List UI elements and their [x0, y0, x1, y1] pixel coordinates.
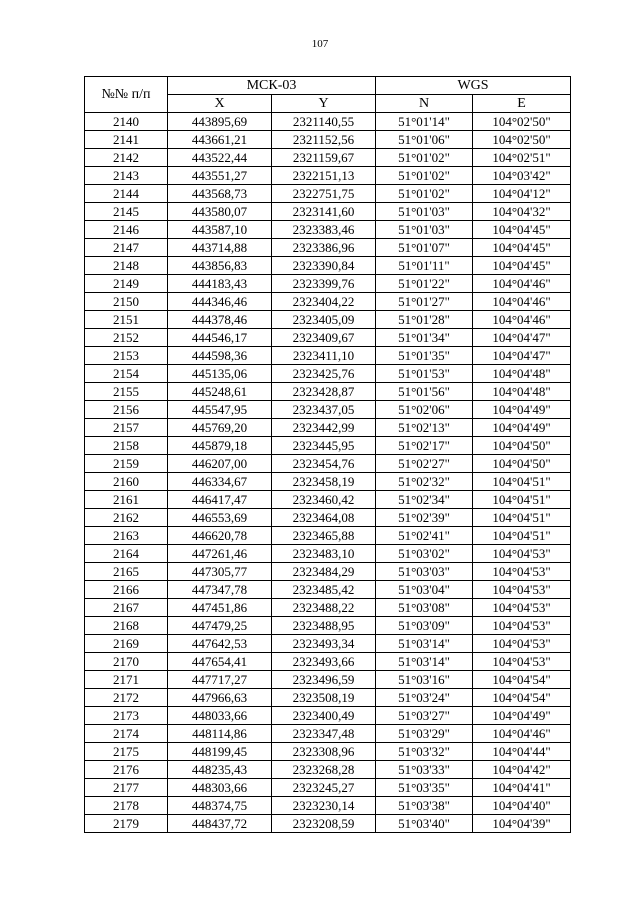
- table-row: [85, 131, 571, 149]
- cell-point-number: 2175: [85, 743, 168, 761]
- cell-x: 448374,75: [168, 797, 272, 815]
- cell-e: 104°04'48": [473, 365, 571, 383]
- cell-y: 2323442,99: [272, 419, 376, 437]
- cell-point-number: 2147: [85, 239, 168, 257]
- cell-e: 104°04'46": [473, 293, 571, 311]
- table-row: [85, 149, 571, 167]
- cell-y: 2323411,10: [272, 347, 376, 365]
- cell-point-number: 2179: [85, 815, 168, 833]
- cell-e: 104°04'50": [473, 437, 571, 455]
- cell-y: 2323483,10: [272, 545, 376, 563]
- cell-n: 51°03'24": [376, 689, 473, 707]
- cell-n: 51°02'34": [376, 491, 473, 509]
- cell-e: 104°04'47": [473, 329, 571, 347]
- table-row: [85, 689, 571, 707]
- header-n: N: [376, 95, 473, 113]
- table-row: [85, 473, 571, 491]
- table-row: [85, 599, 571, 617]
- cell-n: 51°01'28": [376, 311, 473, 329]
- cell-point-number: 2144: [85, 185, 168, 203]
- cell-x: 445879,18: [168, 437, 272, 455]
- cell-e: 104°04'53": [473, 545, 571, 563]
- cell-e: 104°04'46": [473, 275, 571, 293]
- cell-e: 104°04'46": [473, 311, 571, 329]
- cell-n: 51°03'38": [376, 797, 473, 815]
- cell-x: 445547,95: [168, 401, 272, 419]
- cell-y: 2321159,67: [272, 149, 376, 167]
- cell-point-number: 2167: [85, 599, 168, 617]
- table-row: [85, 293, 571, 311]
- table-row: [85, 185, 571, 203]
- cell-x: 448033,66: [168, 707, 272, 725]
- cell-point-number: 2159: [85, 455, 168, 473]
- table-row: [85, 653, 571, 671]
- page-number: 107: [311, 38, 329, 50]
- cell-n: 51°01'06": [376, 131, 473, 149]
- cell-x: 447347,78: [168, 581, 272, 599]
- cell-y: 2323445,95: [272, 437, 376, 455]
- cell-point-number: 2158: [85, 437, 168, 455]
- table-row: [85, 707, 571, 725]
- table-row: [85, 779, 571, 797]
- cell-y: 2323428,87: [272, 383, 376, 401]
- cell-x: 444546,17: [168, 329, 272, 347]
- cell-point-number: 2141: [85, 131, 168, 149]
- cell-e: 104°04'12": [473, 185, 571, 203]
- cell-x: 444346,46: [168, 293, 272, 311]
- cell-e: 104°04'49": [473, 419, 571, 437]
- cell-y: 2323230,14: [272, 797, 376, 815]
- cell-point-number: 2168: [85, 617, 168, 635]
- cell-x: 443587,10: [168, 221, 272, 239]
- cell-e: 104°04'54": [473, 671, 571, 689]
- cell-n: 51°01'27": [376, 293, 473, 311]
- cell-e: 104°04'53": [473, 617, 571, 635]
- cell-x: 446553,69: [168, 509, 272, 527]
- cell-y: 2323347,48: [272, 725, 376, 743]
- cell-x: 447642,53: [168, 635, 272, 653]
- table-body: [85, 113, 571, 833]
- table-row: [85, 275, 571, 293]
- cell-point-number: 2150: [85, 293, 168, 311]
- table-row: [85, 581, 571, 599]
- coordinates-table: [84, 76, 571, 833]
- cell-point-number: 2145: [85, 203, 168, 221]
- cell-y: 2321140,55: [272, 113, 376, 131]
- table-row: [85, 635, 571, 653]
- cell-n: 51°01'56": [376, 383, 473, 401]
- cell-x: 448303,66: [168, 779, 272, 797]
- cell-point-number: 2165: [85, 563, 168, 581]
- cell-e: 104°04'39": [473, 815, 571, 833]
- table-row: [85, 257, 571, 275]
- table-row: [85, 311, 571, 329]
- cell-x: 446417,47: [168, 491, 272, 509]
- cell-e: 104°04'45": [473, 221, 571, 239]
- cell-e: 104°04'42": [473, 761, 571, 779]
- cell-x: 448437,72: [168, 815, 272, 833]
- cell-point-number: 2162: [85, 509, 168, 527]
- cell-e: 104°04'45": [473, 239, 571, 257]
- cell-e: 104°02'50": [473, 113, 571, 131]
- cell-x: 443714,88: [168, 239, 272, 257]
- cell-y: 2323465,88: [272, 527, 376, 545]
- cell-n: 51°01'22": [376, 275, 473, 293]
- cell-y: 2323245,27: [272, 779, 376, 797]
- cell-point-number: 2157: [85, 419, 168, 437]
- cell-y: 2323488,95: [272, 617, 376, 635]
- cell-e: 104°04'46": [473, 725, 571, 743]
- cell-e: 104°04'51": [473, 509, 571, 527]
- table-row: [85, 671, 571, 689]
- cell-e: 104°04'50": [473, 455, 571, 473]
- cell-n: 51°03'16": [376, 671, 473, 689]
- cell-point-number: 2173: [85, 707, 168, 725]
- cell-e: 104°04'53": [473, 563, 571, 581]
- cell-n: 51°03'04": [376, 581, 473, 599]
- cell-y: 2323409,67: [272, 329, 376, 347]
- table-row: [85, 563, 571, 581]
- cell-e: 104°04'51": [473, 527, 571, 545]
- cell-n: 51°01'11": [376, 257, 473, 275]
- cell-e: 104°04'47": [473, 347, 571, 365]
- cell-n: 51°03'29": [376, 725, 473, 743]
- cell-n: 51°03'03": [376, 563, 473, 581]
- cell-x: 444378,46: [168, 311, 272, 329]
- cell-y: 2323493,66: [272, 653, 376, 671]
- table-row: [85, 347, 571, 365]
- cell-y: 2323308,96: [272, 743, 376, 761]
- table-header: [85, 77, 571, 113]
- cell-n: 51°03'33": [376, 761, 473, 779]
- cell-point-number: 2156: [85, 401, 168, 419]
- cell-n: 51°03'40": [376, 815, 473, 833]
- cell-n: 51°02'13": [376, 419, 473, 437]
- cell-point-number: 2169: [85, 635, 168, 653]
- cell-x: 447305,77: [168, 563, 272, 581]
- cell-n: 51°01'03": [376, 203, 473, 221]
- cell-point-number: 2177: [85, 779, 168, 797]
- cell-e: 104°04'45": [473, 257, 571, 275]
- cell-x: 443580,07: [168, 203, 272, 221]
- cell-e: 104°03'42": [473, 167, 571, 185]
- cell-e: 104°04'53": [473, 599, 571, 617]
- cell-n: 51°02'32": [376, 473, 473, 491]
- cell-n: 51°01'35": [376, 347, 473, 365]
- cell-y: 2323386,96: [272, 239, 376, 257]
- cell-x: 444598,36: [168, 347, 272, 365]
- cell-point-number: 2161: [85, 491, 168, 509]
- table-row: [85, 113, 571, 131]
- cell-point-number: 2153: [85, 347, 168, 365]
- cell-e: 104°04'49": [473, 707, 571, 725]
- table-row: [85, 365, 571, 383]
- cell-n: 51°02'39": [376, 509, 473, 527]
- cell-n: 51°01'14": [376, 113, 473, 131]
- cell-x: 443661,21: [168, 131, 272, 149]
- cell-x: 445248,61: [168, 383, 272, 401]
- cell-x: 447479,25: [168, 617, 272, 635]
- cell-x: 447451,86: [168, 599, 272, 617]
- cell-n: 51°01'07": [376, 239, 473, 257]
- cell-x: 446620,78: [168, 527, 272, 545]
- table-row: [85, 329, 571, 347]
- cell-n: 51°02'17": [376, 437, 473, 455]
- cell-e: 104°04'48": [473, 383, 571, 401]
- table-row: [85, 455, 571, 473]
- cell-point-number: 2152: [85, 329, 168, 347]
- cell-point-number: 2155: [85, 383, 168, 401]
- cell-n: 51°01'02": [376, 149, 473, 167]
- cell-n: 51°01'02": [376, 185, 473, 203]
- cell-point-number: 2154: [85, 365, 168, 383]
- cell-point-number: 2163: [85, 527, 168, 545]
- table-row: [85, 509, 571, 527]
- header-msk03: МСК-03: [168, 77, 376, 95]
- header-row-groups: [85, 77, 571, 95]
- table-row: [85, 527, 571, 545]
- cell-n: 51°03'32": [376, 743, 473, 761]
- table-row: [85, 419, 571, 437]
- cell-y: 2323458,19: [272, 473, 376, 491]
- cell-point-number: 2172: [85, 689, 168, 707]
- table-row: [85, 761, 571, 779]
- cell-x: 447717,27: [168, 671, 272, 689]
- cell-x: 443856,83: [168, 257, 272, 275]
- cell-y: 2323484,29: [272, 563, 376, 581]
- cell-y: 2323437,05: [272, 401, 376, 419]
- cell-x: 448199,45: [168, 743, 272, 761]
- header-point-number: №№ п/п: [85, 77, 168, 113]
- table-row: [85, 797, 571, 815]
- cell-n: 51°03'14": [376, 653, 473, 671]
- cell-n: 51°03'35": [376, 779, 473, 797]
- cell-x: 447261,46: [168, 545, 272, 563]
- cell-n: 51°03'02": [376, 545, 473, 563]
- cell-n: 51°03'27": [376, 707, 473, 725]
- table-row: [85, 221, 571, 239]
- cell-e: 104°04'53": [473, 635, 571, 653]
- header-wgs: WGS: [376, 77, 571, 95]
- cell-e: 104°04'51": [473, 473, 571, 491]
- cell-y: 2322151,13: [272, 167, 376, 185]
- cell-y: 2323425,76: [272, 365, 376, 383]
- cell-point-number: 2151: [85, 311, 168, 329]
- header-e: E: [473, 95, 571, 113]
- cell-y: 2323400,49: [272, 707, 376, 725]
- cell-x: 445135,06: [168, 365, 272, 383]
- cell-n: 51°02'41": [376, 527, 473, 545]
- cell-x: 448114,86: [168, 725, 272, 743]
- cell-point-number: 2176: [85, 761, 168, 779]
- cell-e: 104°04'40": [473, 797, 571, 815]
- cell-point-number: 2166: [85, 581, 168, 599]
- cell-point-number: 2174: [85, 725, 168, 743]
- cell-y: 2323460,42: [272, 491, 376, 509]
- cell-e: 104°02'51": [473, 149, 571, 167]
- cell-point-number: 2170: [85, 653, 168, 671]
- cell-n: 51°01'53": [376, 365, 473, 383]
- cell-e: 104°02'50": [473, 131, 571, 149]
- cell-n: 51°01'03": [376, 221, 473, 239]
- table-row: [85, 239, 571, 257]
- cell-x: 446334,67: [168, 473, 272, 491]
- table-row: [85, 437, 571, 455]
- cell-y: 2323405,09: [272, 311, 376, 329]
- cell-x: 443551,27: [168, 167, 272, 185]
- cell-e: 104°04'49": [473, 401, 571, 419]
- cell-x: 445769,20: [168, 419, 272, 437]
- cell-n: 51°01'34": [376, 329, 473, 347]
- cell-x: 443522,44: [168, 149, 272, 167]
- cell-y: 2323488,22: [272, 599, 376, 617]
- cell-point-number: 2143: [85, 167, 168, 185]
- cell-x: 447966,63: [168, 689, 272, 707]
- cell-y: 2323399,76: [272, 275, 376, 293]
- header-y: Y: [272, 95, 376, 113]
- table-row: [85, 743, 571, 761]
- cell-x: 443568,73: [168, 185, 272, 203]
- cell-n: 51°03'09": [376, 617, 473, 635]
- table-row: [85, 383, 571, 401]
- cell-y: 2323496,59: [272, 671, 376, 689]
- table-row: [85, 401, 571, 419]
- header-x: X: [168, 95, 272, 113]
- cell-point-number: 2146: [85, 221, 168, 239]
- cell-n: 51°03'08": [376, 599, 473, 617]
- cell-x: 443895,69: [168, 113, 272, 131]
- cell-point-number: 2142: [85, 149, 168, 167]
- cell-e: 104°04'54": [473, 689, 571, 707]
- cell-y: 2323383,46: [272, 221, 376, 239]
- cell-point-number: 2178: [85, 797, 168, 815]
- table-row: [85, 203, 571, 221]
- cell-e: 104°04'44": [473, 743, 571, 761]
- cell-n: 51°02'06": [376, 401, 473, 419]
- cell-y: 2323404,22: [272, 293, 376, 311]
- cell-e: 104°04'53": [473, 653, 571, 671]
- cell-point-number: 2140: [85, 113, 168, 131]
- cell-y: 2323464,08: [272, 509, 376, 527]
- cell-y: 2323454,76: [272, 455, 376, 473]
- cell-e: 104°04'53": [473, 581, 571, 599]
- cell-y: 2321152,56: [272, 131, 376, 149]
- cell-n: 51°03'14": [376, 635, 473, 653]
- cell-point-number: 2148: [85, 257, 168, 275]
- table-row: [85, 725, 571, 743]
- cell-x: 446207,00: [168, 455, 272, 473]
- cell-y: 2323208,59: [272, 815, 376, 833]
- cell-y: 2323485,42: [272, 581, 376, 599]
- table-row: [85, 815, 571, 833]
- table-row: [85, 167, 571, 185]
- cell-x: 447654,41: [168, 653, 272, 671]
- cell-n: 51°01'02": [376, 167, 473, 185]
- cell-y: 2323493,34: [272, 635, 376, 653]
- cell-y: 2323268,28: [272, 761, 376, 779]
- cell-point-number: 2164: [85, 545, 168, 563]
- table-row: [85, 617, 571, 635]
- table-row: [85, 545, 571, 563]
- cell-y: 2323508,19: [272, 689, 376, 707]
- cell-point-number: 2149: [85, 275, 168, 293]
- cell-e: 104°04'41": [473, 779, 571, 797]
- cell-e: 104°04'51": [473, 491, 571, 509]
- cell-x: 444183,43: [168, 275, 272, 293]
- cell-y: 2322751,75: [272, 185, 376, 203]
- cell-point-number: 2171: [85, 671, 168, 689]
- table-row: [85, 491, 571, 509]
- cell-n: 51°02'27": [376, 455, 473, 473]
- cell-y: 2323390,84: [272, 257, 376, 275]
- cell-e: 104°04'32": [473, 203, 571, 221]
- cell-x: 448235,43: [168, 761, 272, 779]
- cell-y: 2323141,60: [272, 203, 376, 221]
- cell-point-number: 2160: [85, 473, 168, 491]
